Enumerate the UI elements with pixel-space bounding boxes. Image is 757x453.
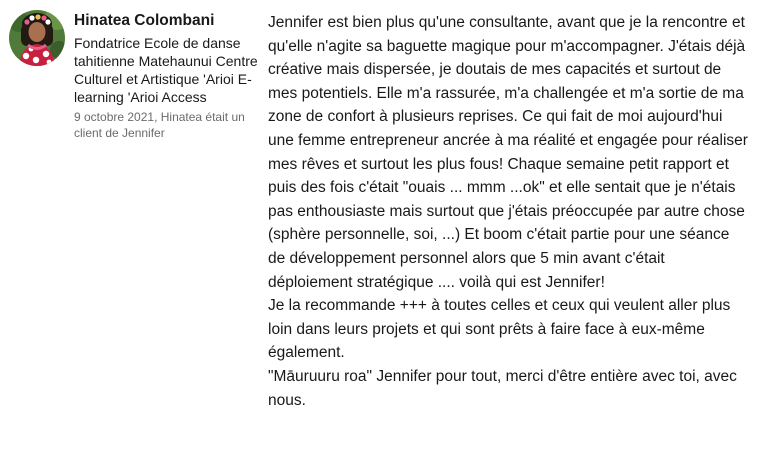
- recommendation-text: [268, 11, 748, 412]
- recommender-name[interactable]: Hinatea Colombani: [74, 12, 215, 29]
- recommendation-paragraph: Je la recommande +++ à toutes celles et ceux qui veulent aller plus loin dans leurs projets et qui sont prêts à faire face à eux-même également.: [268, 297, 731, 362]
- recommendation-date-relationship: 9 octobre 2021, Hinatea était un client de Jennifer: [74, 110, 245, 140]
- recommender-info: [74, 11, 260, 141]
- profile-photo-icon: [9, 10, 65, 66]
- recommendation-paragraph: Jennifer est bien plus qu'une consultante, avant que je la rencontre et qu'elle n'agite sa baguette magique pour m'accompagner. J'étais déjà créative mais dispersée, je doutais de mes capacités et surtout de mes potentiels. Elle m'a rassurée, m'a challengée et m'a sortie de ma zone de confort à plusieurs reprises. Ce qui fait de moi aujourd'hui une femme entrepreneur ancrée à ma réalité et engagée pour réaliser mes rêves et surtout les plus fous! Chaque semaine petit rapport et puis des fois c'était "ouais ... mmm ...ok" et elle sentait que je n'étais pas enthousiaste mais surtout que j'étais préoccupée par autre chose (sphère personnelle, soi, ...) Et boom c'était partie pour une séance de développement personnel alors que 5 min avant c'était déploiement stratégique .... voilà qui est Jennifer!: [268, 14, 748, 291]
- recommender-headline: Fondatrice Ecole de danse tahitienne Matehaunui Centre Culturel et Artistique 'Arioi E-learning 'Arioi Access: [74, 35, 258, 105]
- recommendation-paragraph: "Māuruuru roa" Jennifer pour tout, merci d'être entière avec toi, avec nous.: [268, 367, 737, 409]
- avatar[interactable]: [9, 10, 65, 66]
